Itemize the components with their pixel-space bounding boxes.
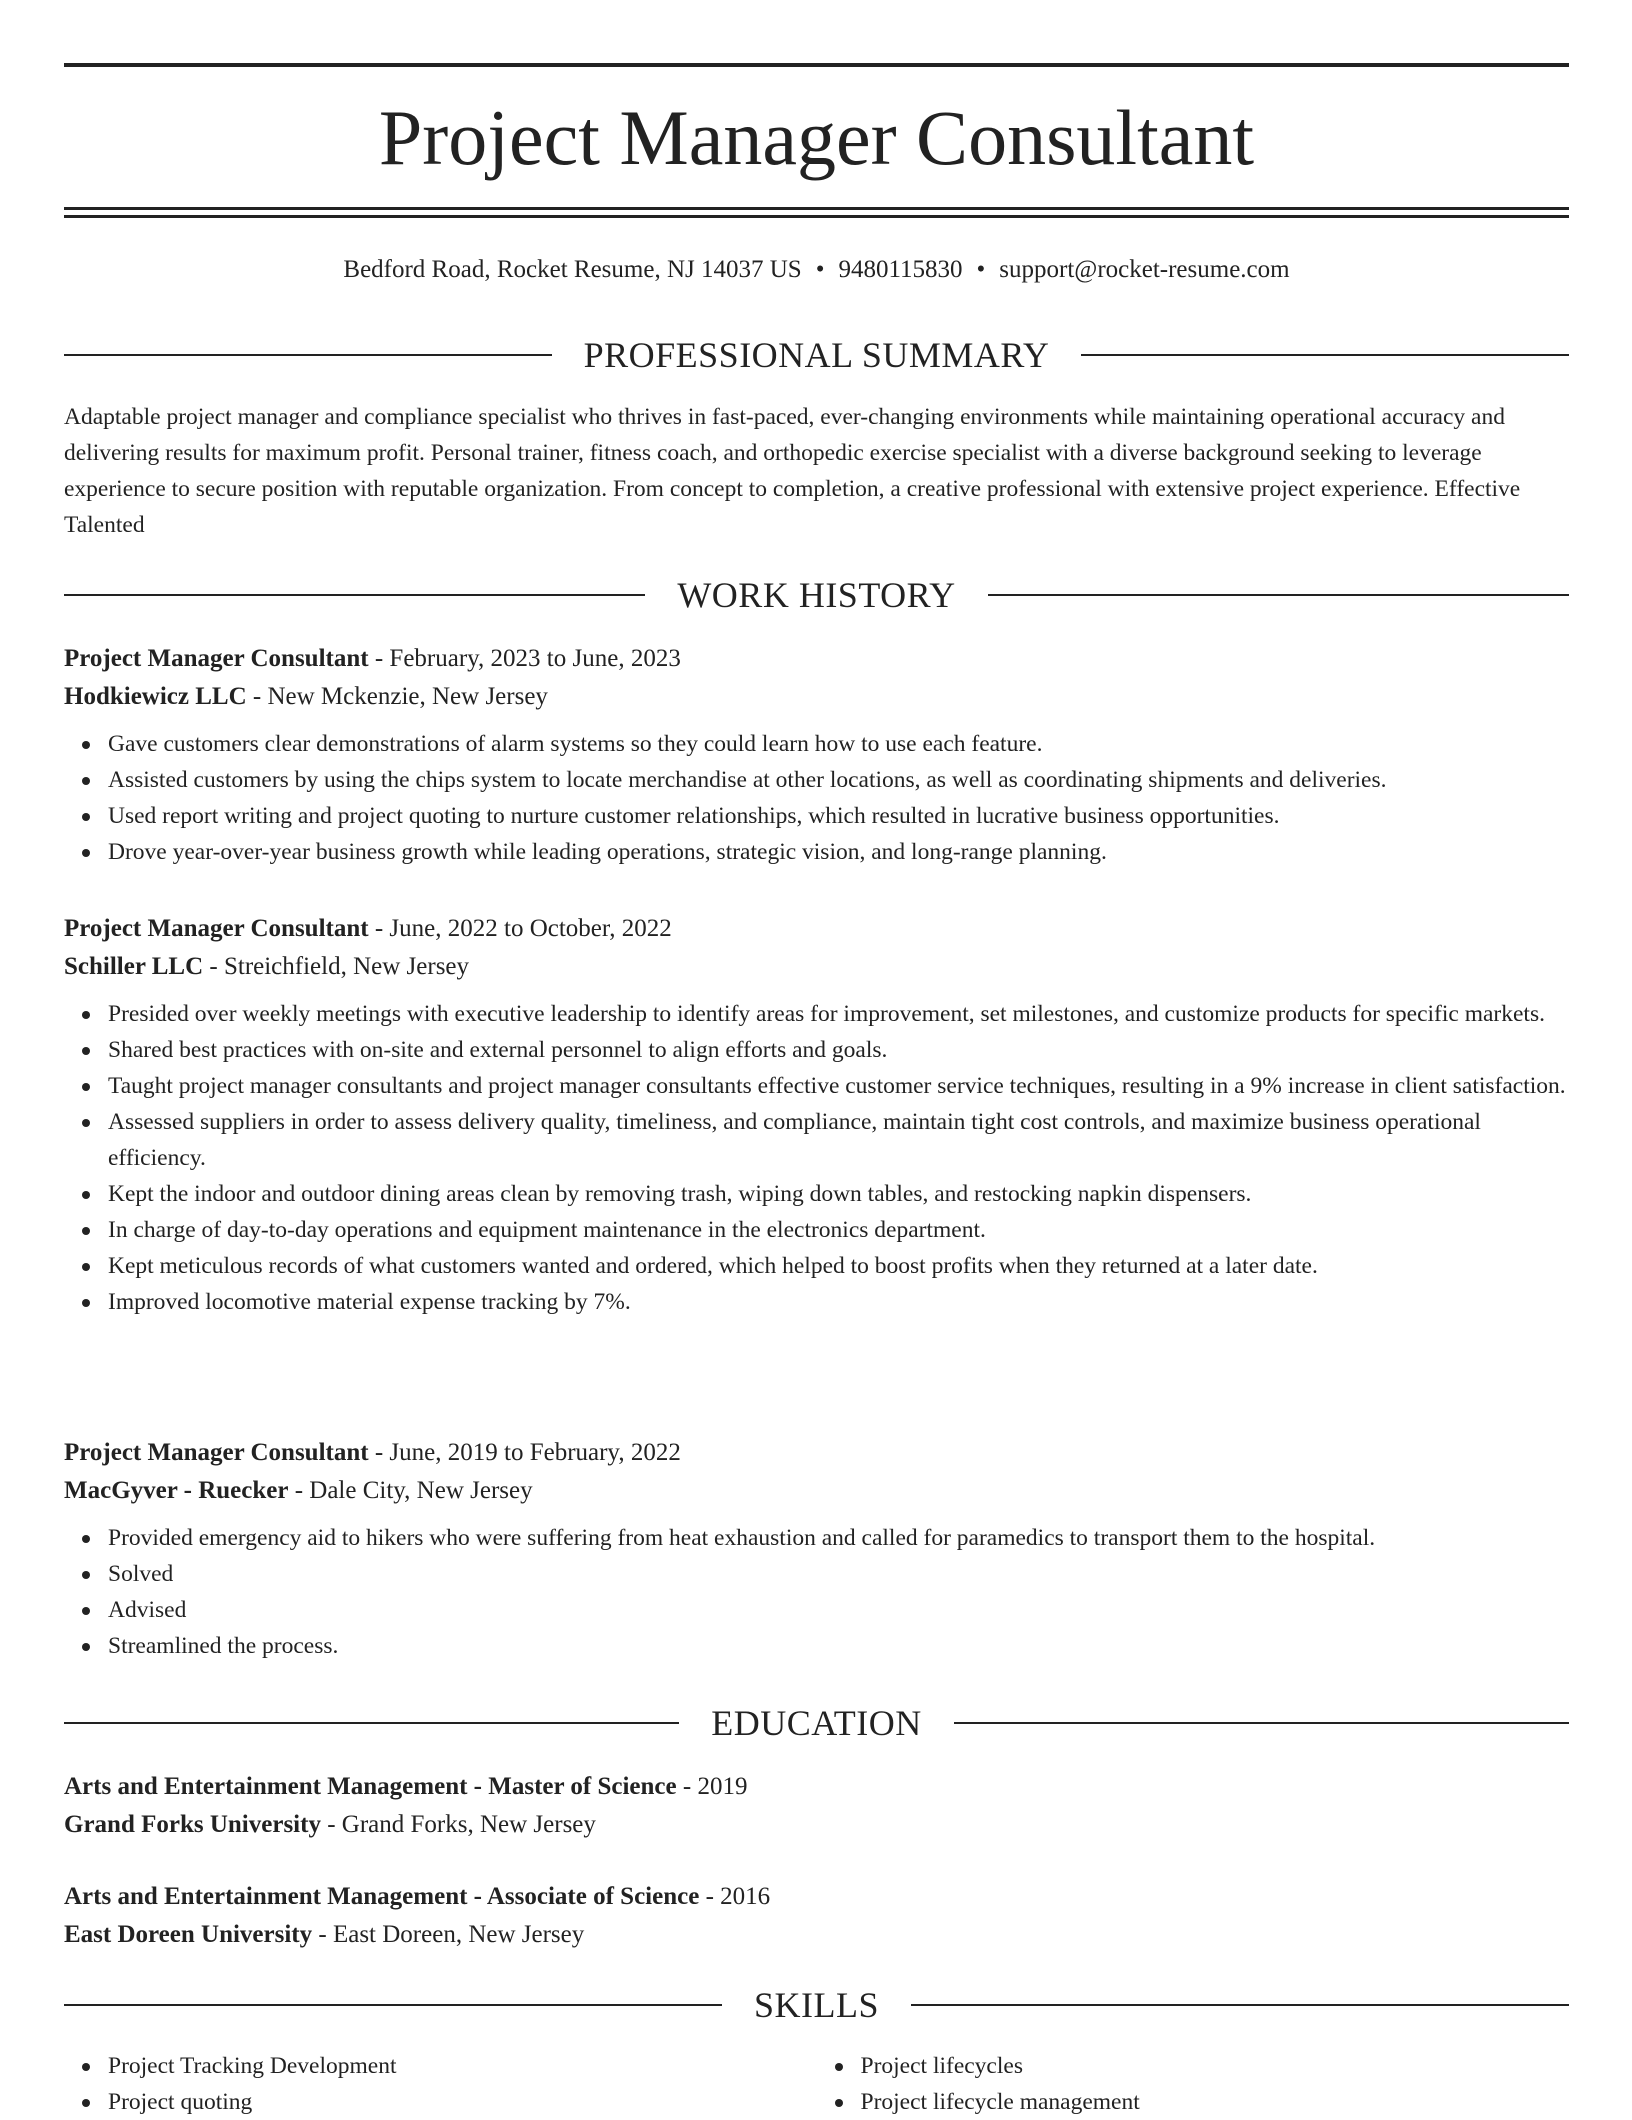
section-title: WORK HISTORY	[677, 575, 956, 615]
header-double-rule-lower	[64, 215, 1569, 218]
heading-rule	[911, 2004, 1569, 2006]
job-dates: - February, 2023 to June, 2023	[368, 645, 681, 672]
job-title: Project Manager Consultant	[64, 1439, 369, 1466]
section-title: PROFESSIONAL SUMMARY	[583, 335, 1050, 375]
job-bullet: Kept meticulous records of what customers wanted and ordered, which helped to boost profits when they returned at a later date.	[108, 1248, 1569, 1284]
section-heading-work-history	[64, 573, 1569, 617]
job-bullets	[64, 1520, 1569, 1664]
education-school-line	[64, 1916, 1569, 1954]
job-title-line	[64, 910, 1569, 948]
education-location: - Grand Forks, New Jersey	[320, 1811, 596, 1838]
job-title: Project Manager Consultant	[64, 645, 369, 672]
contact-separator: •	[976, 256, 986, 283]
skill-item: Project lifecycle management	[861, 2084, 1570, 2120]
education-school: East Doreen University	[64, 1921, 313, 1948]
job-location: - Streichfield, New Jersey	[203, 953, 470, 980]
job-bullet: Kept the indoor and outdoor dining areas clean by removing trash, wiping down tables, and restocking napkin dispensers.	[108, 1176, 1569, 1212]
job-dates: - June, 2019 to February, 2022	[368, 1439, 681, 1466]
job-entry	[64, 910, 1569, 1320]
education-year: - 2019	[676, 1773, 748, 1800]
education-entry	[64, 1768, 1569, 1844]
education-degree-line	[64, 1768, 1569, 1806]
job-bullet: Taught project manager consultants and project manager consultants effective customer service techniques, resulting in a 9% increase in client satisfaction.	[108, 1068, 1569, 1104]
education-school: Grand Forks University	[64, 1811, 321, 1838]
job-title-line	[64, 640, 1569, 678]
skill-item: Project lifecycles	[861, 2048, 1570, 2084]
job-company-line	[64, 948, 1569, 986]
job-bullet: Provided emergency aid to hikers who were suffering from heat exhaustion and called for paramedics to transport them to the hospital.	[108, 1520, 1569, 1556]
contact-line	[64, 252, 1569, 288]
job-bullet: In charge of day-to-day operations and equipment maintenance in the electronics department.	[108, 1212, 1569, 1248]
job-company-line	[64, 1472, 1569, 1510]
job-bullet: Drove year-over-year business growth while leading operations, strategic vision, and long-range planning.	[108, 834, 1569, 870]
summary-text: Adaptable project manager and compliance specialist who thrives in fast-paced, ever-changing environments while maintaining operational accuracy and delivering results for maximum profit. Personal trainer, fitness coach, and orthopedic exercise specialist with a diverse background seeking to leverage experience to secure position with reputable organization. From concept to completion, a creative professional with extensive project experience. Effective Talented	[64, 404, 1521, 538]
section-title: SKILLS	[754, 1985, 880, 2025]
job-company: MacGyver - Ruecker	[64, 1477, 289, 1504]
job-bullet: Assessed suppliers in order to assess delivery quality, timeliness, and compliance, maintain tight cost controls, and maximize business operational efficiency.	[108, 1104, 1569, 1176]
job-company-line	[64, 678, 1569, 716]
skill-item: Project Tracking Development	[108, 2048, 817, 2084]
resume-name: Project Manager Consultant	[378, 94, 1255, 181]
job-title-line	[64, 1434, 1569, 1472]
skills-columns	[64, 2048, 1569, 2120]
job-bullet: Gave customers clear demonstrations of alarm systems so they could learn how to use each feature.	[108, 726, 1569, 762]
skill-item: Project quoting	[108, 2084, 817, 2120]
section-heading-skills	[64, 1983, 1569, 2027]
job-bullets	[64, 726, 1569, 870]
job-bullet: Used report writing and project quoting to nurture customer relationships, which resulted in lucrative business opportunities.	[108, 798, 1569, 834]
section-heading-summary	[64, 333, 1569, 377]
education-school-line	[64, 1806, 1569, 1844]
job-bullet: Shared best practices with on-site and external personnel to align efforts and goals.	[108, 1032, 1569, 1068]
job-bullet: Improved locomotive material expense tracking by 7%.	[108, 1284, 1569, 1320]
job-bullet: Presided over weekly meetings with executive leadership to identify areas for improvement, set milestones, and customize products for specific markets.	[108, 996, 1569, 1032]
education-entry	[64, 1878, 1569, 1954]
education-location: - East Doreen, New Jersey	[312, 1921, 585, 1948]
job-entry	[64, 640, 1569, 870]
skills-list-right	[817, 2048, 1570, 2120]
heading-rule	[64, 2004, 722, 2006]
job-bullet: Solved	[108, 1556, 1569, 1592]
contact-address: Bedford Road, Rocket Resume, NJ 14037 US	[343, 256, 802, 283]
job-location: - Dale City, New Jersey	[288, 1477, 533, 1504]
header-top-rule	[64, 63, 1569, 67]
heading-rule	[954, 1722, 1569, 1724]
job-location: - New Mckenzie, New Jersey	[246, 683, 548, 710]
section-title: EDUCATION	[711, 1703, 922, 1743]
job-bullet: Streamlined the process.	[108, 1628, 1569, 1664]
heading-rule	[64, 354, 552, 356]
job-company: Hodkiewicz LLC	[64, 683, 247, 710]
job-bullets	[64, 996, 1569, 1320]
contact-phone: 9480115830	[838, 256, 963, 283]
education-degree: Arts and Entertainment Management - Master of Science	[64, 1773, 677, 1800]
job-bullet: Advised	[108, 1592, 1569, 1628]
heading-rule	[64, 594, 645, 596]
education-degree: Arts and Entertainment Management - Associate of Science	[64, 1883, 700, 1910]
job-bullet: Assisted customers by using the chips system to locate merchandise at other locations, as well as coordinating shipments and deliveries.	[108, 762, 1569, 798]
skills-list-left	[64, 2048, 817, 2120]
job-company: Schiller LLC	[64, 953, 204, 980]
contact-email[interactable]: support@rocket-resume.com	[999, 256, 1290, 283]
education-degree-line	[64, 1878, 1569, 1916]
education-year: - 2016	[699, 1883, 771, 1910]
section-heading-education	[64, 1701, 1569, 1745]
header-double-rule-upper	[64, 207, 1569, 210]
heading-rule	[64, 1722, 679, 1724]
heading-rule	[988, 594, 1569, 596]
job-title: Project Manager Consultant	[64, 915, 369, 942]
job-entry	[64, 1434, 1569, 1664]
job-dates: - June, 2022 to October, 2022	[368, 915, 672, 942]
contact-separator: •	[815, 256, 825, 283]
heading-rule	[1081, 354, 1569, 356]
